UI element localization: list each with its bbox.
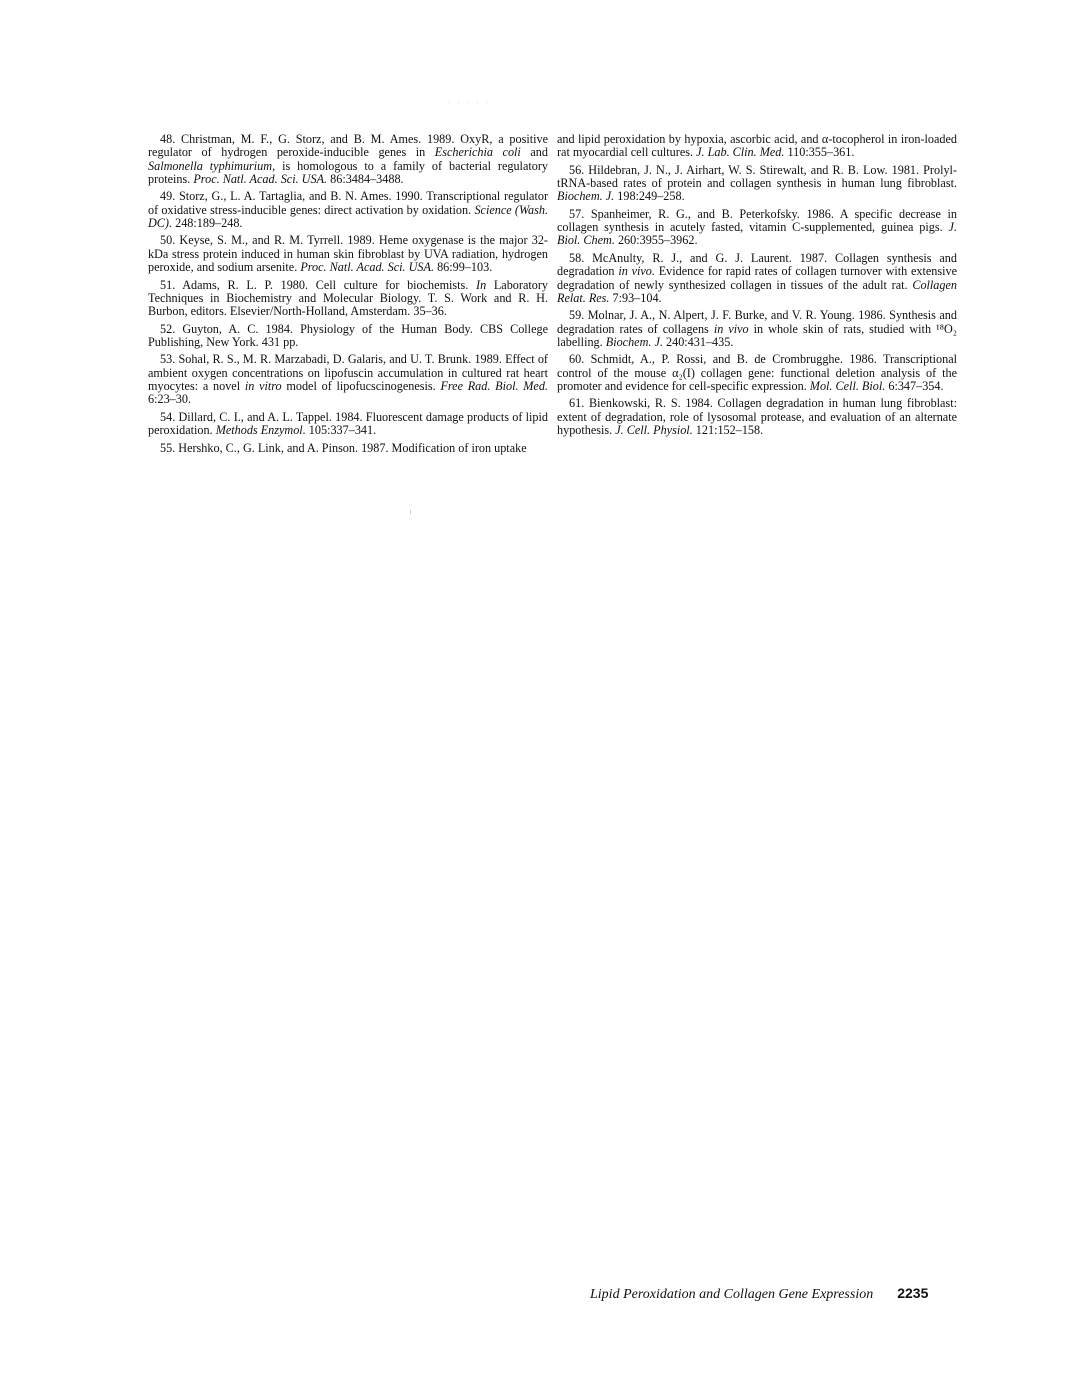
reference-italic-text: Proc. Natl. Acad. Sci. USA.: [300, 260, 435, 275]
reference-italic-text: Free Rad. Biol. Med.: [440, 378, 548, 393]
reference-entry: [148, 442, 548, 455]
reference-text: Laboratory Techniques in Biochemistry and Molecular Biology. T. S. Work and R. H. Burbon, editors. Elsevier/North-Holland, Amsterdam. 35–36.: [148, 277, 548, 319]
reference-number: 57.: [569, 206, 585, 221]
reference-text: Sohal, R. S., M. R. Marzabadi, D. Galaris, and U. T. Brunk. 1989. Effect of ambient oxygen concentrations on lipofuscin accumulation in cultured rat heart myocytes: a novel: [148, 352, 548, 393]
reference-number: 51.: [160, 277, 176, 292]
reference-italic-text: in vitro: [244, 378, 282, 393]
reference-italic-text: Mol. Cell. Biol.: [809, 378, 886, 393]
reference-text: 7:93–104.: [609, 290, 662, 305]
reference-italic-text: Biochem. J.: [605, 334, 663, 349]
reference-text: 248:189–248.: [172, 215, 243, 230]
reference-italic-text: in vivo: [713, 321, 749, 336]
reference-entry: [557, 208, 957, 248]
reference-text: Hildebran, J. N., J. Airhart, W. S. Stirewalt, and R. B. Low. 1981. Prolyl-tRNA-based rates of protein and collagen synthesis in human lung fibroblast.: [557, 162, 957, 191]
reference-number: 61.: [569, 396, 585, 411]
running-title: Lipid Peroxidation and Collagen Gene Expression: [590, 1287, 874, 1302]
reference-italic-text: Science (Wash. DC).: [148, 202, 548, 230]
reference-entry: [148, 190, 548, 230]
page-footer: [590, 1285, 945, 1303]
reference-text: 121:152–158.: [692, 423, 764, 438]
reference-entry: [148, 353, 548, 406]
reference-text: 198:249–258.: [614, 189, 685, 204]
reference-entry: [557, 397, 957, 437]
reference-text: Spanheimer, R. G., and B. Peterkofsky. 1986. A specific decrease in collagen synthesis in acutely fasted, vitamin C-supplemented, guinea pigs.: [557, 206, 957, 235]
reference-number: 50.: [160, 233, 176, 248]
reference-entry: [557, 353, 957, 393]
reference-text: 110:355–361.: [784, 145, 855, 160]
reference-entry: [557, 133, 957, 160]
reference-text: 86:3484–3488.: [327, 171, 404, 186]
reference-number: 53.: [160, 352, 176, 367]
reference-text: is homologous to a family of bacterial regulatory proteins.: [148, 158, 548, 186]
references-column-right: [557, 133, 957, 442]
reference-text: Hershko, C., G. Link, and A. Pinson. 1987. Modification of iron uptake: [175, 440, 527, 455]
reference-text: McAnulty, R. J., and G. J. Laurent. 1987. Collagen synthesis and degradation: [557, 250, 957, 279]
reference-text: 6:347–354.: [885, 378, 944, 393]
reference-italic-text: J. Biol. Chem.: [557, 220, 957, 248]
scan-specks: · · · · ·: [448, 100, 491, 106]
reference-entry: [148, 411, 548, 438]
reference-number: 59.: [569, 308, 585, 323]
reference-text: Molnar, J. A., N. Alpert, J. F. Burke, and V. R. Young. 1986. Synthesis and degradation rates of collagens: [557, 308, 957, 336]
reference-entry: [148, 279, 548, 319]
reference-italic-text: Collagen Relat. Res.: [557, 277, 957, 305]
reference-number: 60.: [569, 352, 585, 367]
reference-italic-text: Salmonella typhimurium,: [148, 158, 276, 173]
page-number: 2235: [897, 1285, 929, 1301]
references-column-left: [148, 133, 548, 459]
reference-number: 54.: [160, 409, 176, 424]
reference-italic-text: Methods Enzymol.: [215, 423, 306, 438]
reference-entry: [557, 164, 957, 204]
reference-text: 240:431–435.: [662, 334, 734, 349]
reference-entry: [148, 133, 548, 186]
reference-number: 55.: [160, 440, 176, 455]
reference-text: Keyse, S. M., and R. M. Tyrrell. 1989. Heme oxygenase is the major 32-kDa stress protein induced in human skin fibroblast by UVA radiation, hydrogen peroxide, and sodium arsenite.: [148, 233, 548, 275]
reference-text: Schmidt, A., P. Rossi, and B. de Crombrugghe. 1986. Transcriptional control of the mouse α₂(I) collagen gene: functional deletion analysis of the promoter and evidence for cell-specific expression.: [557, 352, 957, 393]
reference-italic-text: J. Lab. Clin. Med.: [696, 145, 785, 160]
reference-text: Guyton, A. C. 1984. Physiology of the Human Body. CBS College Publishing, New York. 431 pp.: [148, 321, 548, 349]
reference-entry: [557, 252, 957, 305]
reference-text: Bienkowski, R. S. 1984. Collagen degradation in human lung fibroblast: extent of degradation, role of lysosomal protease, and evaluation of an alternate hypothesis.: [557, 396, 957, 438]
reference-italic-text: In: [476, 277, 487, 292]
reference-italic-text: Proc. Natl. Acad. Sci. USA.: [193, 171, 328, 186]
reference-text: Storz, G., L. A. Tartaglia, and B. N. Ames. 1990. Transcriptional regulator of oxidative stress-inducible genes: direct activation by oxidation.: [148, 189, 548, 217]
reference-entry: [557, 309, 957, 349]
reference-text: 86:99–103.: [434, 260, 493, 275]
reference-italic-text: Escherichia coli: [434, 145, 521, 160]
reference-number: 49.: [160, 189, 176, 204]
reference-number: 56.: [569, 162, 585, 177]
reference-italic-text: Biochem. J.: [557, 189, 615, 204]
reference-text: 260:3955–3962.: [614, 233, 698, 248]
reference-number: 52.: [160, 321, 176, 336]
reference-number: 48.: [160, 132, 176, 146]
reference-text: model of lipofucscinogenesis.: [281, 378, 441, 393]
reference-text: 6:23–30.: [148, 392, 191, 407]
reference-number: 58.: [569, 250, 585, 265]
reference-text: 105:337–341.: [305, 423, 377, 438]
reference-text: and lipid peroxidation by hypoxia, ascorbic acid, and α-tocopherol in iron-loaded rat myocardial cell cultures.: [557, 132, 957, 160]
reference-entry: [148, 323, 548, 350]
reference-text: Adams, R. L. P. 1980. Cell culture for biochemists.: [175, 277, 477, 292]
reference-text: Evidence for rapid rates of collagen turnover with extensive degradation of newly synthesized collagen in tissues of the adult rat.: [557, 264, 958, 292]
reference-text: Christman, M. F., G. Storz, and B. M. Ames. 1989. OxyR, a positive regulator of hydrogen peroxide-inducible genes in: [148, 132, 548, 160]
reference-italic-text: in vivo.: [618, 264, 655, 279]
reference-text: Dillard, C. I., and A. L. Tappel. 1984. Fluorescent damage products of lipid peroxidation.: [148, 409, 548, 438]
reference-italic-text: J. Cell. Physiol.: [615, 423, 693, 438]
scan-speck: [410, 510, 411, 514]
reference-text: in whole skin of rats, studied with ¹⁸O₂ labelling.: [557, 321, 958, 349]
reference-text: and: [520, 145, 548, 160]
reference-entry: [148, 234, 548, 274]
